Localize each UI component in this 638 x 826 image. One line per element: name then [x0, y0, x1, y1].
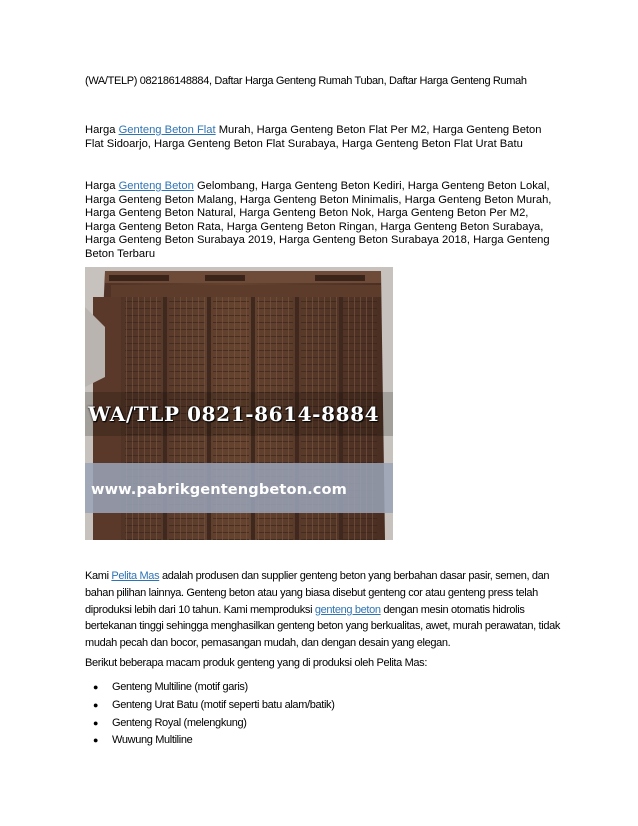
bullet-icon: ● [93, 717, 99, 728]
list-item-text: Genteng Urat Batu (motif seperti batu alam/batik) [112, 698, 335, 711]
paragraph-beton [85, 180, 555, 262]
paragraph-flat-post: Murah, Harga Genteng Beton Flat Per M2, Harga Genteng Beton Flat Sidoarjo, Harga Genteng Beton Flat Surabaya, Harga Genteng Beton Flat Urat Batu [85, 124, 542, 150]
photo-phone-overlay: WA/TLP 0821-8614-8884 [88, 402, 380, 426]
list-item [85, 732, 485, 750]
paragraph-flat-pre: Harga [85, 124, 119, 136]
paragraph-flat [85, 124, 555, 151]
link-pelita-mas[interactable]: Pelita Mas [111, 570, 160, 582]
bullet-icon: ● [93, 699, 99, 710]
paragraph-about-mid: adalah produsen dan supplier genteng beton yang berbahan dasar pasir, semen, dan bahan pilihan lainnya. Genteng beton atau yang biasa disebut genteng cor atau genteng press telah diproduksi lebih dari 10 tahun. Kami memproduksi [85, 570, 550, 616]
header-line: (WA/TELP) 082186148884, Daftar Harga Genteng Rumah Tuban, Daftar Harga Genteng Rumah [85, 75, 527, 87]
link-genteng-beton[interactable]: Genteng Beton [118, 180, 194, 192]
bullet-icon: ● [93, 682, 99, 692]
paragraph-products-intro: Berikut beberapa macam produk genteng yang di produksi oleh Pelita Mas: [85, 657, 428, 669]
bullet-icon: ● [93, 735, 99, 746]
photo-website-overlay: www.pabrikgentengbeton.com [91, 481, 347, 498]
paragraph-about-post: dengan mesin otomatis hidrolis bertekanan tinggi sehingga menghasilkan genteng beton yang berkualitas, awet, murah perawatan, tidak mudah pecah dan bocor, pemasangan mudah, dan dengan desain yang elegan. [85, 603, 561, 650]
paragraph-about-pre: Kami [85, 570, 112, 582]
link-genteng-beton-2[interactable]: genteng beton [314, 603, 381, 616]
list-item [85, 679, 485, 697]
list-item [85, 697, 485, 715]
list-item-text: Genteng Royal (melengkung) [112, 716, 247, 729]
paragraph-about [85, 568, 560, 652]
list-item [85, 715, 485, 733]
paragraph-beton-pre: Harga [85, 180, 119, 192]
product-list [85, 679, 485, 750]
product-photo [85, 267, 393, 540]
link-genteng-beton-flat[interactable]: Genteng Beton Flat [118, 124, 216, 136]
list-item-text: Genteng Multiline (motif garis) [112, 681, 248, 693]
list-item-text: Wuwung Multiline [112, 734, 193, 747]
paragraph-beton-post: Gelombang, Harga Genteng Beton Kediri, Harga Genteng Beton Lokal, Harga Genteng Beton Malang, Harga Genteng Beton Minimalis, Harga Genteng Beton Murah, Harga Genteng Beton Natural, Harga Genteng Beton Nok, Harga Genteng Beton Per M2, Harga Genteng Beton Rata, Harga Genteng Beton Ringan, Harga Genteng Beton Surabaya, Harga Genteng Beton Surabaya 2019, Harga Genteng Beton Surabaya 2018, Harga Genteng Beton Terbaru [85, 180, 552, 260]
